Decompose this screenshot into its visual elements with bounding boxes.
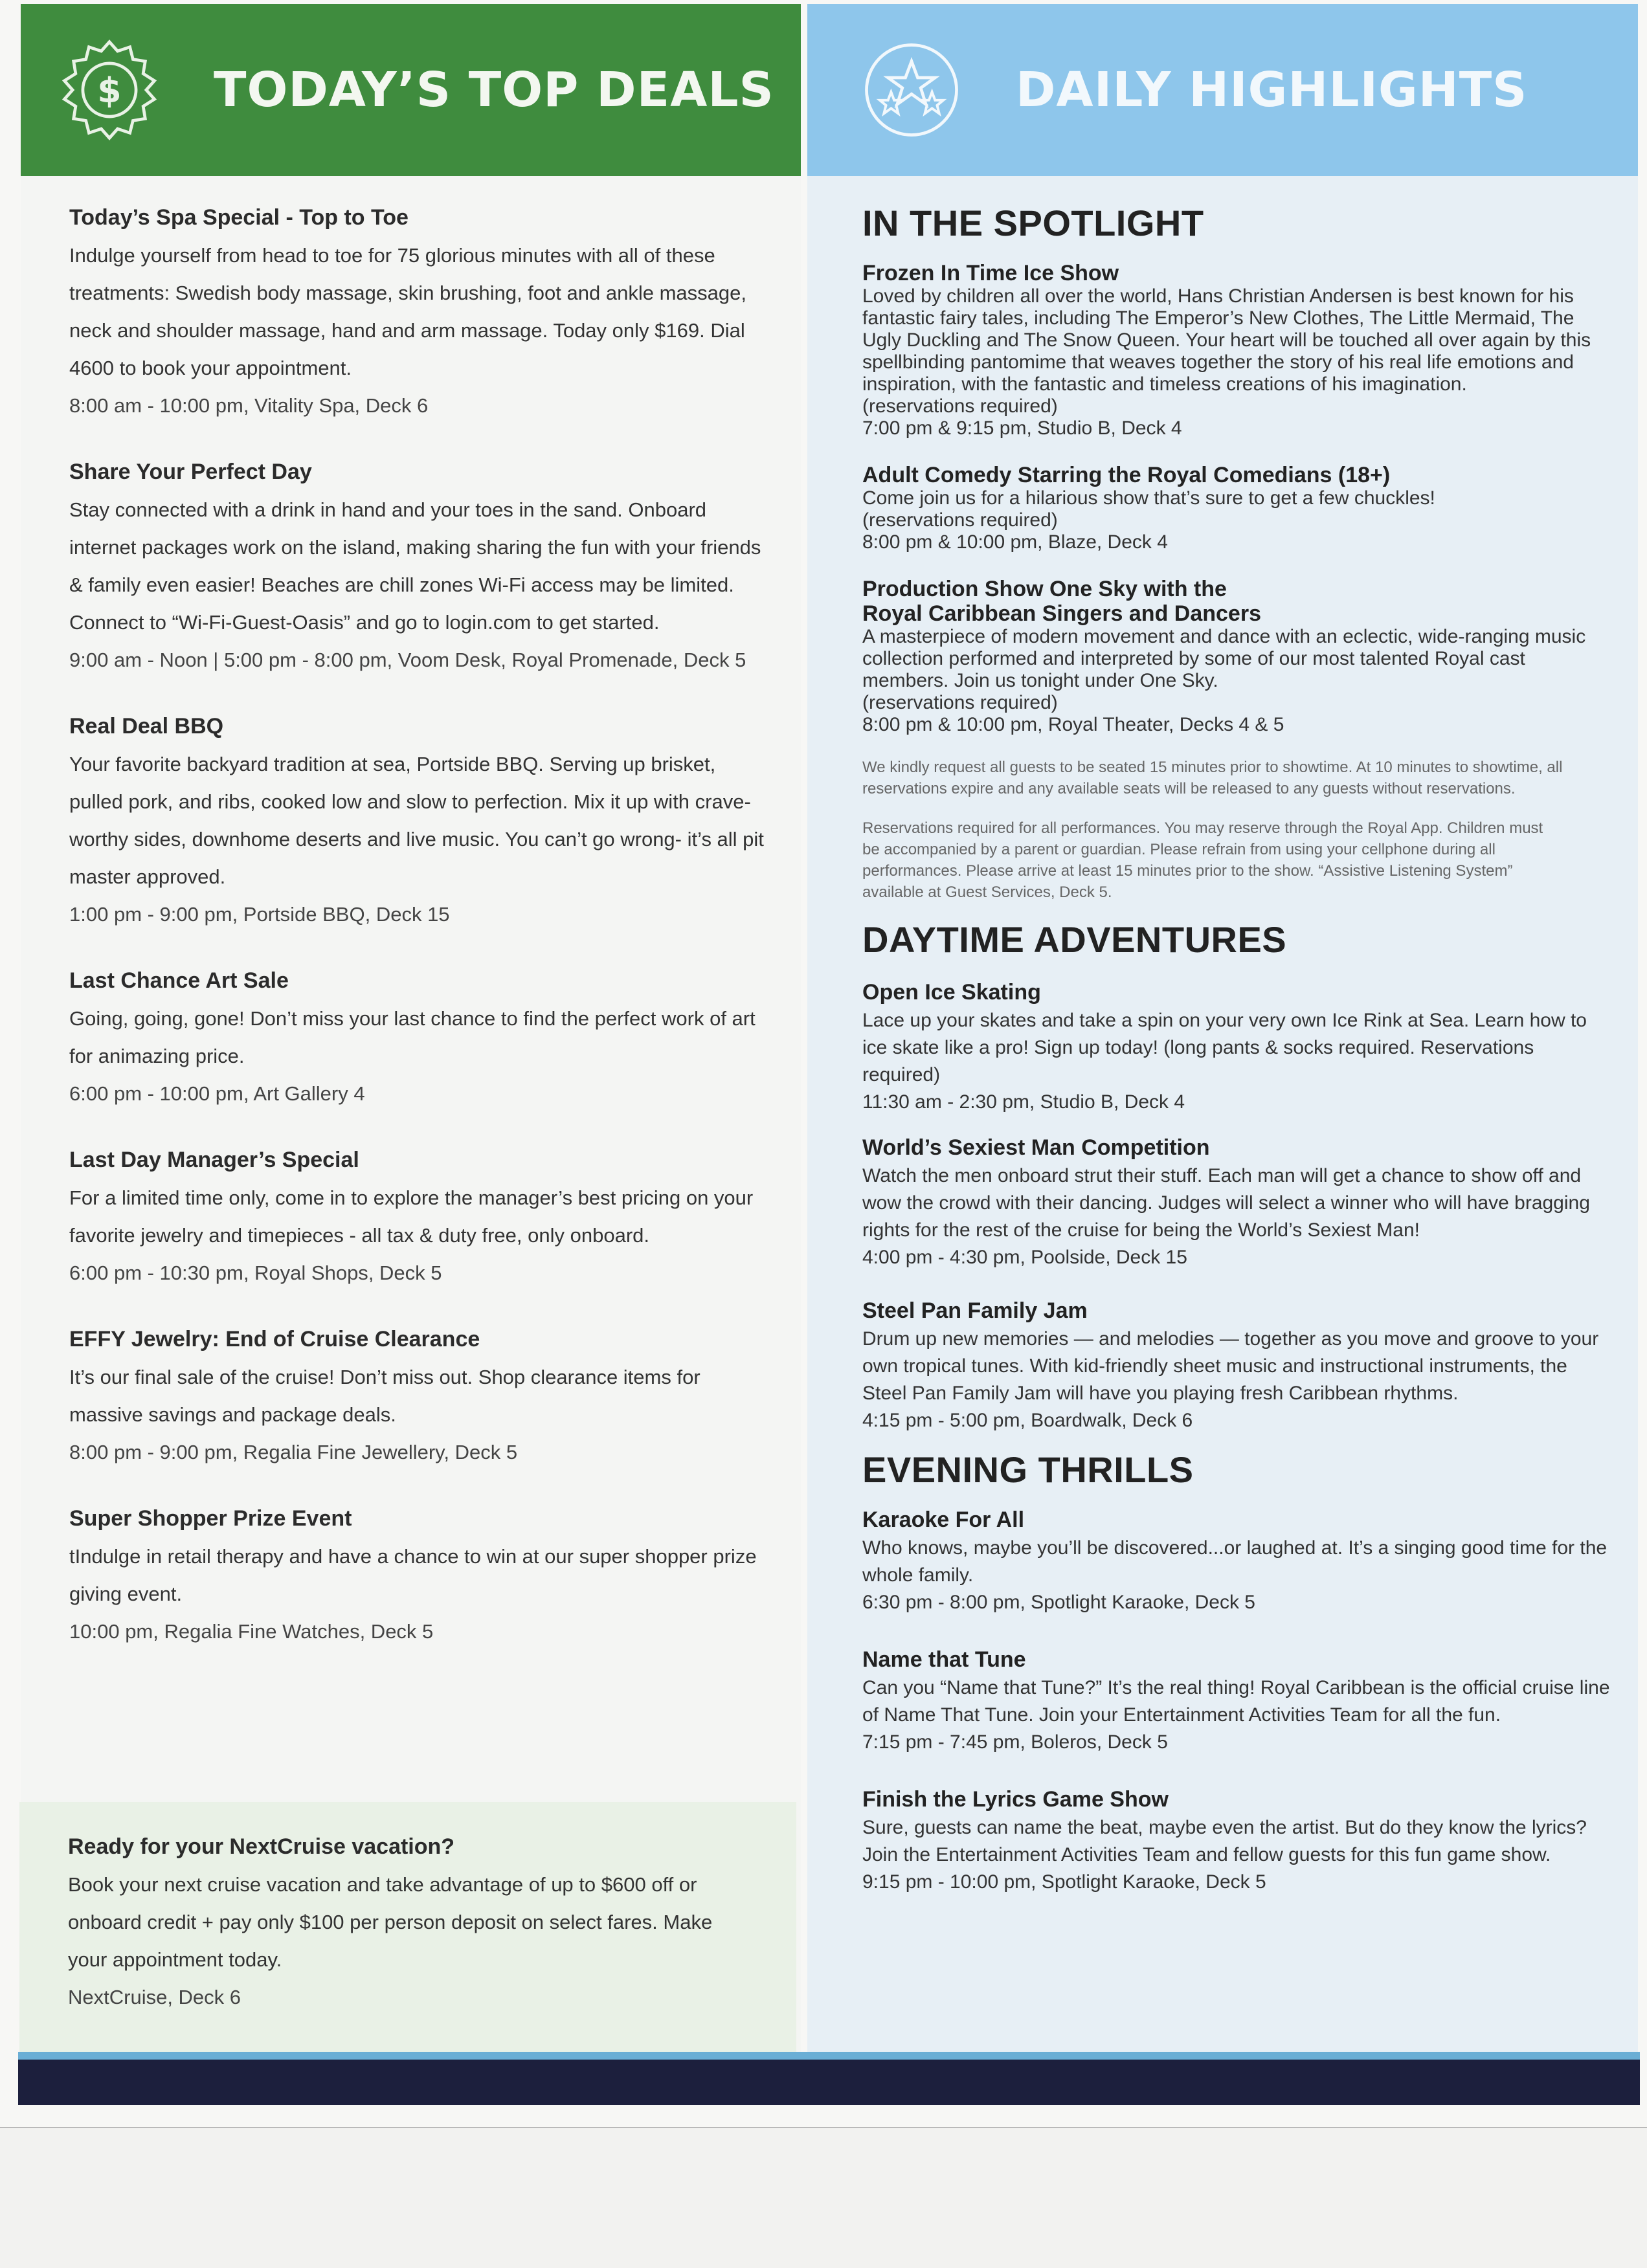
lower-page-area — [0, 2128, 1647, 2268]
daytime-event — [862, 980, 1613, 1116]
evening-heading: EVENING THRILLS — [862, 1449, 1194, 1490]
deal-description: Stay connected with a drink in hand and your toes in the sand. Onboard internet packages work on the island, making sharing the fun with your friends & family even easier! Beaches are chill zones Wi-Fi access may be limited. Connect to “Wi-Fi-Guest-Oasis” and go to login.com to get started. — [69, 498, 761, 634]
spotlight-heading: IN THE SPOTLIGHT — [862, 203, 1204, 243]
deal-description: It’s our final sale of the cruise! Don’t miss out. Shop clearance items for massive savings and package deals. — [69, 1366, 700, 1426]
event-reservation-note: (reservations required) — [862, 395, 1058, 417]
event-time-location: 8:00 pm & 10:00 pm, Royal Theater, Decks 4 & 5 — [862, 714, 1284, 735]
event-time-location: 8:00 pm & 10:00 pm, Blaze, Deck 4 — [862, 531, 1168, 553]
event-time-location: 4:15 pm - 5:00 pm, Boardwalk, Deck 6 — [862, 1410, 1193, 1431]
deal-time-location: 6:00 pm - 10:00 pm, Art Gallery 4 — [69, 1082, 365, 1105]
event-description: Sure, guests can name the beat, maybe even the artist. But do they know the lyrics? Join the Entertainment Activities Team and fellow guests for this fun game show. — [862, 1817, 1587, 1865]
deal-time-location: 8:00 am - 10:00 pm, Vitality Spa, Deck 6 — [69, 394, 429, 417]
evening-event — [862, 1647, 1613, 1756]
deals-list — [69, 205, 768, 1685]
deal-title: Real Deal BBQ — [69, 714, 224, 739]
deal-time-location: 8:00 pm - 9:00 pm, Regalia Fine Jewellery, Deck 5 — [69, 1441, 518, 1463]
deal-description: For a limited time only, come in to explore the manager’s best pricing on your favorite jewelry and timepieces - all tax & duty free, only onboard. — [69, 1186, 754, 1247]
event-title: World’s Sexiest Man Competition — [862, 1135, 1210, 1160]
spotlight-event — [862, 463, 1613, 553]
deal-title: Share Your Perfect Day — [69, 460, 312, 484]
deal-item — [69, 1327, 768, 1471]
event-reservation-note: (reservations required) — [862, 692, 1058, 713]
deal-title: Last Day Manager’s Special — [69, 1148, 359, 1172]
event-title: Name that Tune — [862, 1647, 1026, 1672]
deal-title: EFFY Jewelry: End of Cruise Clearance — [69, 1327, 480, 1351]
top-deals-header — [21, 4, 801, 176]
deal-title: Today’s Spa Special - Top to Toe — [69, 205, 409, 230]
event-title: Finish the Lyrics Game Show — [862, 1787, 1169, 1812]
event-title: Frozen In Time Ice Show — [862, 261, 1119, 285]
event-time-location: 6:30 pm - 8:00 pm, Spotlight Karaoke, Deck 5 — [862, 1592, 1255, 1613]
deal-item — [69, 205, 768, 425]
daytime-event — [862, 1298, 1613, 1434]
event-description: Loved by children all over the world, Hans Christian Andersen is best known for his fantastic fairy tales, including The Emperor’s New Clothes, The Little Mermaid, The Ugly Duckling and The Snow Queen. Your heart will be touched all over again by this spellbinding pantomime that weaves together the story of his real life emotions and inspiration, with the fantastic and timeless creations of his imagination. — [862, 285, 1591, 395]
deal-title: Last Chance Art Sale — [69, 968, 289, 993]
deal-time-location: 1:00 pm - 9:00 pm, Portside BBQ, Deck 15 — [69, 903, 450, 926]
event-description: Drum up new memories — and melodies — together as you move and groove to your own tropical tunes. With kid-friendly sheet music and instructional instruments, the Steel Pan Family Jam will have you playing fresh Caribbean rhythms. — [862, 1328, 1599, 1404]
evening-event — [862, 1787, 1613, 1896]
evening-event — [862, 1507, 1613, 1616]
daytime-event — [862, 1135, 1613, 1271]
deal-title: Super Shopper Prize Event — [69, 1506, 352, 1531]
nextcruise-title: Ready for your NextCruise vacation? — [68, 1834, 455, 1859]
event-title: Karaoke For All — [862, 1507, 1025, 1532]
stars-badge-icon — [860, 39, 963, 141]
daily-highlights-header — [807, 4, 1638, 176]
spotlight-event — [862, 261, 1613, 439]
deal-time-location: 10:00 pm, Regalia Fine Watches, Deck 5 — [69, 1620, 434, 1643]
event-description: A masterpiece of modern movement and dance with an eclectic, wide-ranging music collection performed and interpreted by some of our most talented Royal cast members. Join us tonight under One Sky. — [862, 626, 1586, 691]
highlights-content — [862, 202, 1613, 1896]
event-description: Can you “Name that Tune?” It’s the real thing! Royal Caribbean is the official cruise line of Name That Tune. Join your Entertainment Activities Team for all the fun. — [862, 1677, 1610, 1726]
event-title: Adult Comedy Starring the Royal Comedians (18+) — [862, 463, 1391, 487]
deal-description: Indulge yourself from head to toe for 75 glorious minutes with all of these treatments: Swedish body massage, skin brushing, foot and ankle massage, neck and shoulder massage, hand and arm massage. Today only $169. Dial 4600 to book your appointment. — [69, 244, 746, 379]
deal-description: Your favorite backyard tradition at sea, Portside BBQ. Serving up brisket, pulled pork, and ribs, cooked low and slow to perfection. Mix it up with crave-worthy sides, downhome deserts and live music. You can’t go wrong- it’s all pit master approved. — [69, 753, 764, 888]
daytime-heading: DAYTIME ADVENTURES — [862, 919, 1287, 960]
deal-item — [69, 1506, 768, 1651]
event-time-location: 7:15 pm - 7:45 pm, Boleros, Deck 5 — [862, 1731, 1168, 1753]
daily-highlights-column — [807, 176, 1638, 2053]
deal-item — [69, 460, 768, 679]
deal-item — [69, 1148, 768, 1292]
top-deals-column — [21, 176, 801, 2053]
deal-time-location: 9:00 am - Noon | 5:00 pm - 8:00 pm, Voom Desk, Royal Promenade, Deck 5 — [69, 649, 746, 671]
event-title: Steel Pan Family Jam — [862, 1298, 1088, 1323]
event-description: Come join us for a hilarious show that’s sure to get a few chuckles! — [862, 487, 1435, 509]
dollar-badge-icon — [58, 39, 161, 141]
daily-highlights-title: DAILY HIGHLIGHTS — [1016, 62, 1528, 118]
event-title: Production Show One Sky with the Royal Caribbean Singers and Dancers — [862, 577, 1261, 626]
deal-time-location: 6:00 pm - 10:30 pm, Royal Shops, Deck 5 — [69, 1262, 442, 1284]
deal-item — [69, 968, 768, 1113]
event-description: Who knows, maybe you’ll be discovered...or laughed at. It’s a singing good time for the whole family. — [862, 1537, 1608, 1586]
event-description: Watch the men onboard strut their stuff. Each man will get a chance to show off and wow the crowd with their dancing. Judges will select a winner who will have bragging rights for the rest of the cruise for being the World’s Sexiest Man! — [862, 1165, 1590, 1241]
event-time-location: 7:00 pm & 9:15 pm, Studio B, Deck 4 — [862, 417, 1182, 439]
nextcruise-box — [19, 1802, 796, 2054]
seating-notice: We kindly request all guests to be seated 15 minutes prior to showtime. At 10 minutes to showtime, all reservations expire and any available seats will be released to any guests without reservations. — [862, 759, 1563, 797]
event-time-location: 11:30 am - 2:30 pm, Studio B, Deck 4 — [862, 1091, 1185, 1113]
nextcruise-description: Book your next cruise vacation and take advantage of up to $600 off or onboard credit + pay only $100 per person deposit on select fares. Make your appointment today. — [68, 1873, 713, 1971]
top-deals-title: TODAY’S TOP DEALS — [214, 62, 774, 118]
event-title: Open Ice Skating — [862, 980, 1041, 1005]
nextcruise-location: NextCruise, Deck 6 — [68, 1986, 241, 2008]
deal-item — [69, 714, 768, 933]
reservation-notice: Reservations required for all performances. You may reserve through the Royal App. Children must be accompanied by a parent or guardian. Please refrain from using your cellphone during all performances. Please arrive at least 15 minutes prior to the show. “Assistive Listening System” available at Guest Services, Deck 5. — [862, 819, 1543, 901]
deal-description: tIndulge in retail therapy and have a chance to win at our super shopper prize giving event. — [69, 1545, 757, 1605]
svg-text:$: $ — [97, 69, 122, 111]
deal-description: Going, going, gone! Don’t miss your last chance to find the perfect work of art for animazing price. — [69, 1007, 756, 1067]
event-reservation-note: (reservations required) — [862, 509, 1058, 531]
event-time-location: 4:00 pm - 4:30 pm, Poolside, Deck 15 — [862, 1247, 1187, 1268]
event-description: Lace up your skates and take a spin on your very own Ice Rink at Sea. Learn how to ice skate like a pro! Sign up today! (long pants & socks required. Reservations required) — [862, 1010, 1587, 1085]
footer-bar — [18, 2060, 1640, 2105]
footer-accent-bar — [18, 2052, 1640, 2060]
event-time-location: 9:15 pm - 10:00 pm, Spotlight Karaoke, Deck 5 — [862, 1871, 1266, 1893]
spotlight-event — [862, 577, 1613, 736]
